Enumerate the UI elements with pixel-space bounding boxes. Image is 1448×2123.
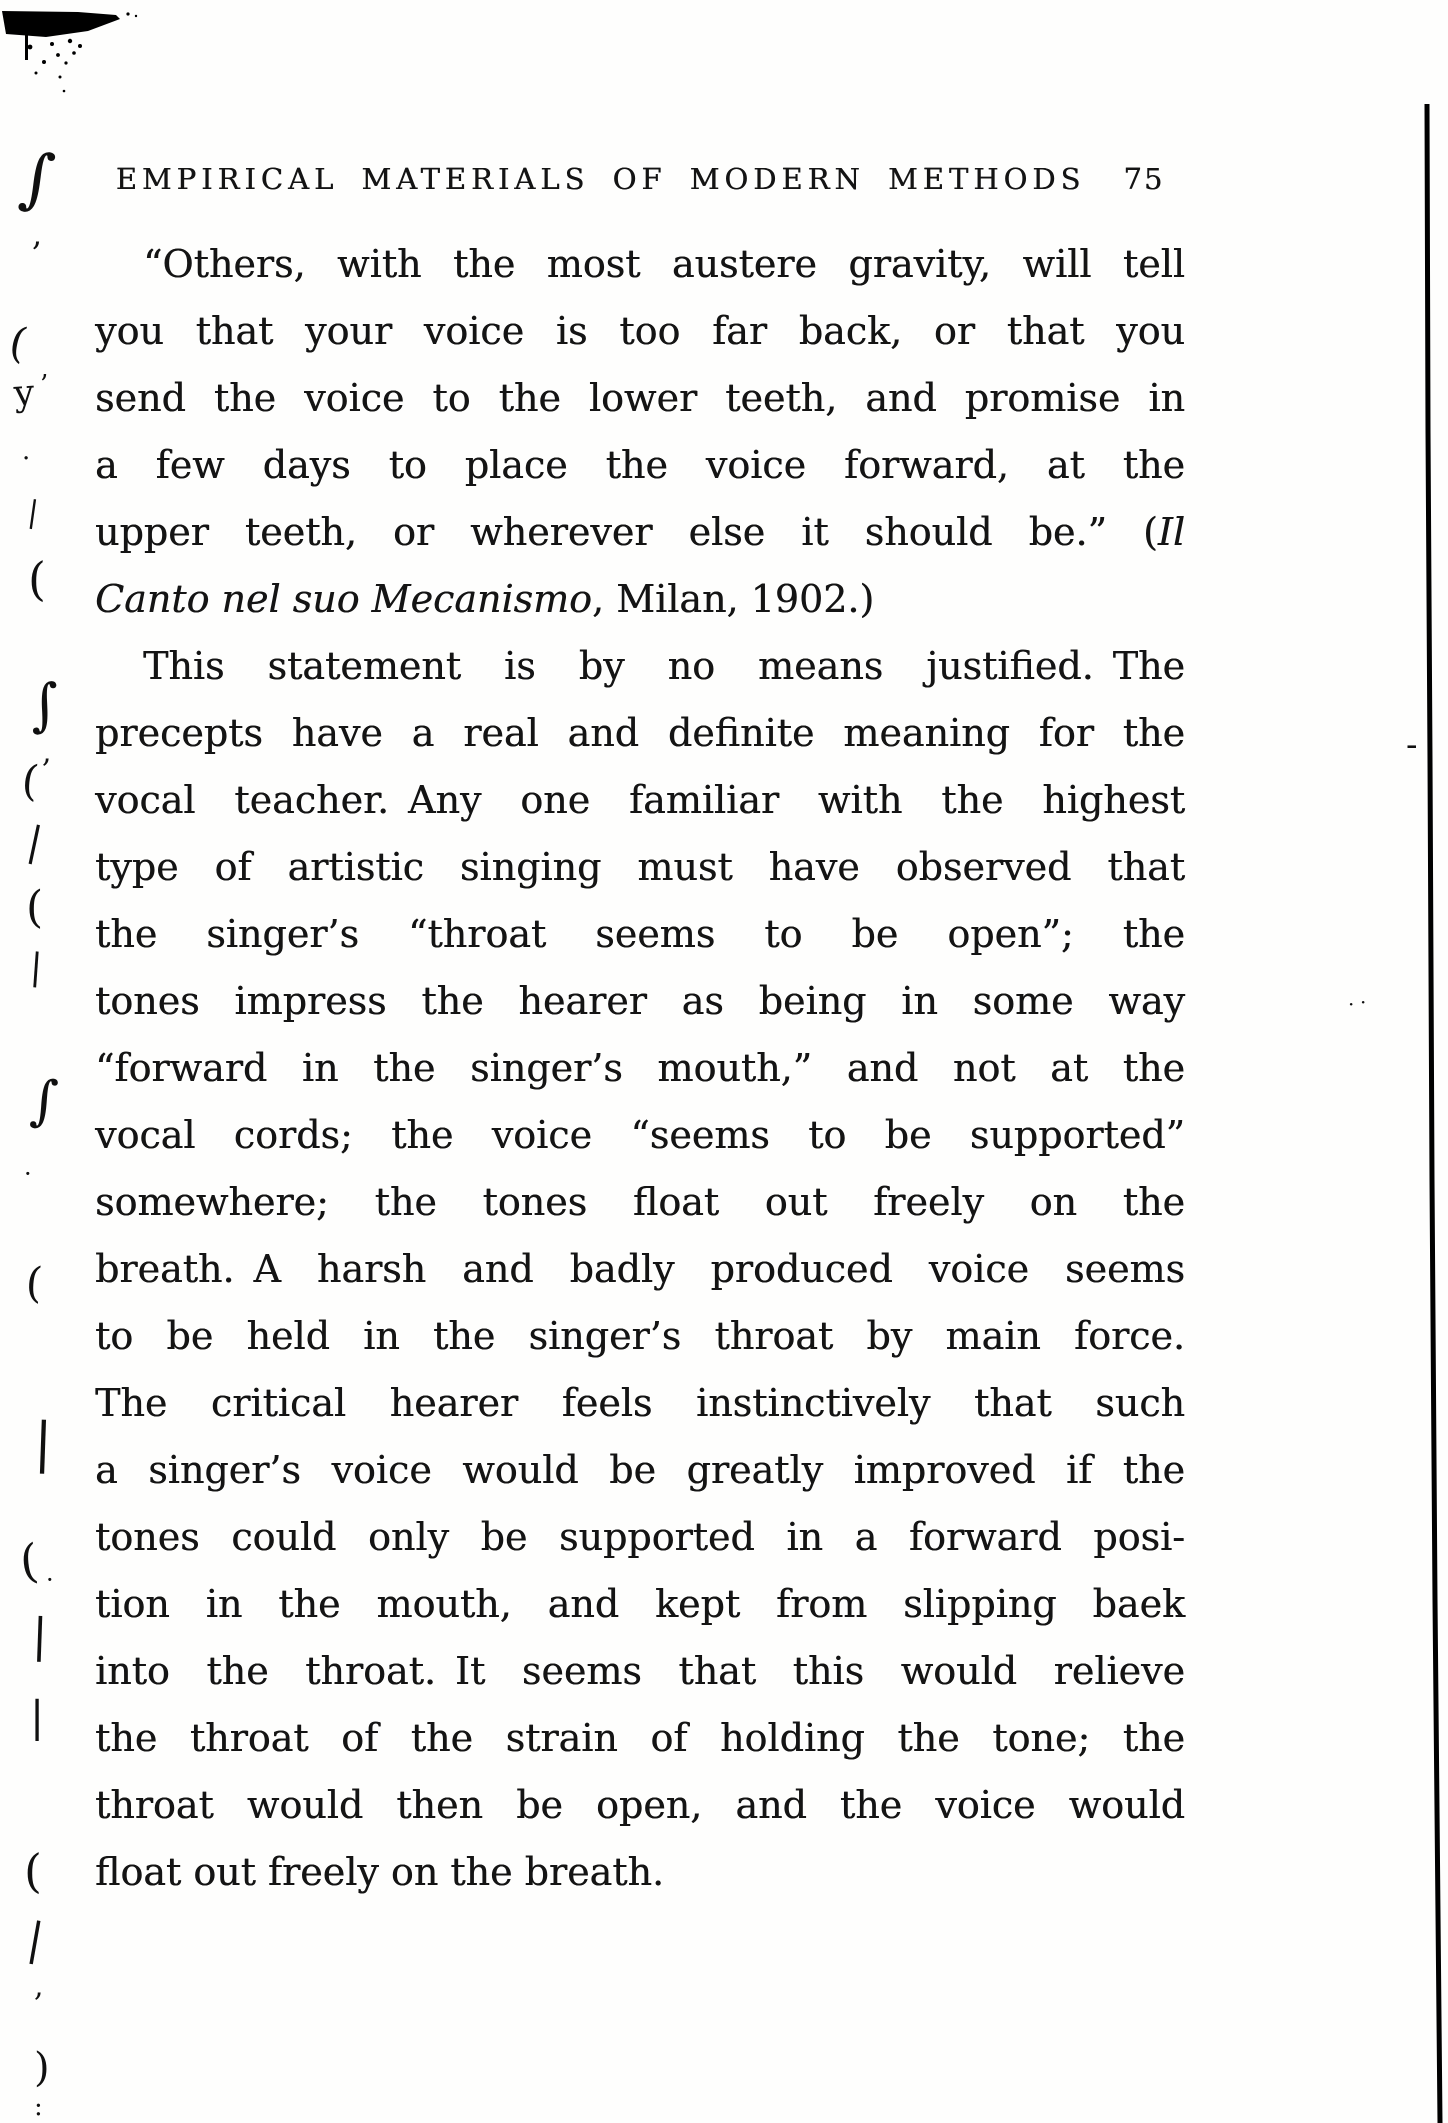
margin-mark: · <box>1360 990 1367 1014</box>
margin-mark: ∫ <box>27 672 62 739</box>
text-line <box>95 499 1185 566</box>
margin-mark: ∫ <box>16 138 59 219</box>
text-segment: This statement is by no means justified. The <box>143 644 1185 688</box>
text-segment: throat would then be open, and the voice would <box>95 1783 1185 1827</box>
italic-text-segment: Canto nel suo Mecanismo <box>95 577 592 621</box>
text-segment: “Others, with the most austere gravity, will tell <box>143 242 1185 286</box>
margin-mark: | <box>25 494 41 531</box>
text-segment: vocal teacher. Any one familiar with the highest <box>95 778 1185 822</box>
margin-mark: ( <box>28 552 46 606</box>
text-line <box>95 767 1185 834</box>
text-line <box>95 1236 1185 1303</box>
text-line <box>95 1571 1185 1638</box>
text-segment: a singer’s voice would be greatly improved if the <box>95 1448 1185 1492</box>
text-segment: into the throat. It seems that this would relieve <box>95 1649 1185 1693</box>
text-segment: , Milan, 1902.) <box>591 577 875 621</box>
margin-mark: ∫ <box>28 1068 60 1133</box>
margin-mark: ( <box>5 316 32 369</box>
margin-mark: - <box>1406 725 1418 765</box>
text-segment: tion in the mouth, and kept from slipping baеk <box>95 1582 1185 1626</box>
text-line <box>95 700 1185 767</box>
text-line <box>95 432 1185 499</box>
margin-mark: · <box>22 444 31 474</box>
text-line <box>95 968 1185 1035</box>
margin-mark: ( <box>19 755 41 806</box>
margin-mark: ( <box>24 1844 42 1898</box>
text-segment: The critical hearer feels instinctively that such <box>95 1381 1185 1425</box>
text-line <box>95 1772 1185 1839</box>
margin-mark: | <box>23 1913 48 1966</box>
text-line <box>95 298 1185 365</box>
text-segment: to be held in the singer’s throat by main force. <box>95 1314 1185 1358</box>
margin-mark: : <box>34 2092 43 2122</box>
text-segment: “forward in the singer’s mouth,” and not at the <box>95 1046 1185 1090</box>
margin-mark: ( <box>24 1257 45 1308</box>
text-line <box>95 1839 1185 1906</box>
margin-mark: , <box>42 735 52 770</box>
text-segment: type of artistic singing must have observed that <box>95 845 1185 889</box>
text-line <box>95 1303 1185 1370</box>
text-line <box>95 1370 1185 1437</box>
text-block <box>95 231 1185 1906</box>
text-segment: float out freely on the breath. <box>95 1850 665 1894</box>
margin-mark: , <box>34 1969 44 2004</box>
text-segment: upper teeth, or wherever else it should be.” ( <box>95 510 1158 554</box>
text-segment: a few days to place the voice forward, at the <box>95 443 1185 487</box>
text-line <box>95 834 1185 901</box>
text-segment: tones impress the hearer as being in some way <box>95 979 1185 1023</box>
margin-mark: | <box>23 818 47 866</box>
italic-text-segment: Il <box>1157 510 1185 554</box>
text-segment: precepts have a real and definite meaning for the <box>95 711 1185 755</box>
text-segment: breath. A harsh and badly produced voice seems <box>95 1247 1185 1291</box>
text-line <box>95 1638 1185 1705</box>
margin-mark: y <box>12 372 36 415</box>
text-segment: tones could only be supported in a forward posi- <box>95 1515 1185 1559</box>
text-segment: send the voice to the lower teeth, and promise in <box>95 376 1185 420</box>
text-line <box>95 365 1185 432</box>
margin-mark: | <box>32 1410 54 1475</box>
text-line <box>95 1437 1185 1504</box>
text-segment: vocal cords; the voice “seems to be supported” <box>95 1113 1185 1157</box>
text-line <box>95 633 1185 700</box>
margin-mark: ( <box>26 882 44 933</box>
text-segment: the singer’s “throat seems to be open”; the <box>95 912 1185 956</box>
text-line <box>95 231 1185 298</box>
text-line <box>95 1169 1185 1236</box>
margin-mark: ’ <box>40 370 49 400</box>
text-segment: you that your voice is too far back, or that you <box>95 309 1185 353</box>
margin-mark: ) <box>34 2045 50 2091</box>
margin-mark: ( <box>17 1533 41 1589</box>
margin-mark: | <box>28 946 44 989</box>
text-line <box>95 1705 1185 1772</box>
text-line <box>95 1102 1185 1169</box>
margin-mark: · <box>1348 992 1355 1016</box>
margin-mark: | <box>30 1692 45 1741</box>
text-line <box>95 1504 1185 1571</box>
text-segment: the throat of the strain of holding the tone; the <box>95 1716 1185 1760</box>
margin-mark: | <box>31 1607 49 1663</box>
text-line <box>95 566 1185 633</box>
running-header-title: EMPIRICAL MATERIALS OF MODERN METHODS <box>115 162 1086 196</box>
margin-mark: , <box>32 215 43 253</box>
running-header <box>95 162 1185 196</box>
page-number: 75 <box>1123 162 1165 196</box>
text-line <box>95 1035 1185 1102</box>
margin-mark: · <box>24 1160 32 1188</box>
margin-mark: · <box>46 1566 54 1594</box>
text-segment: somewhere; the tones float out freely on the <box>95 1180 1185 1224</box>
text-line <box>95 901 1185 968</box>
